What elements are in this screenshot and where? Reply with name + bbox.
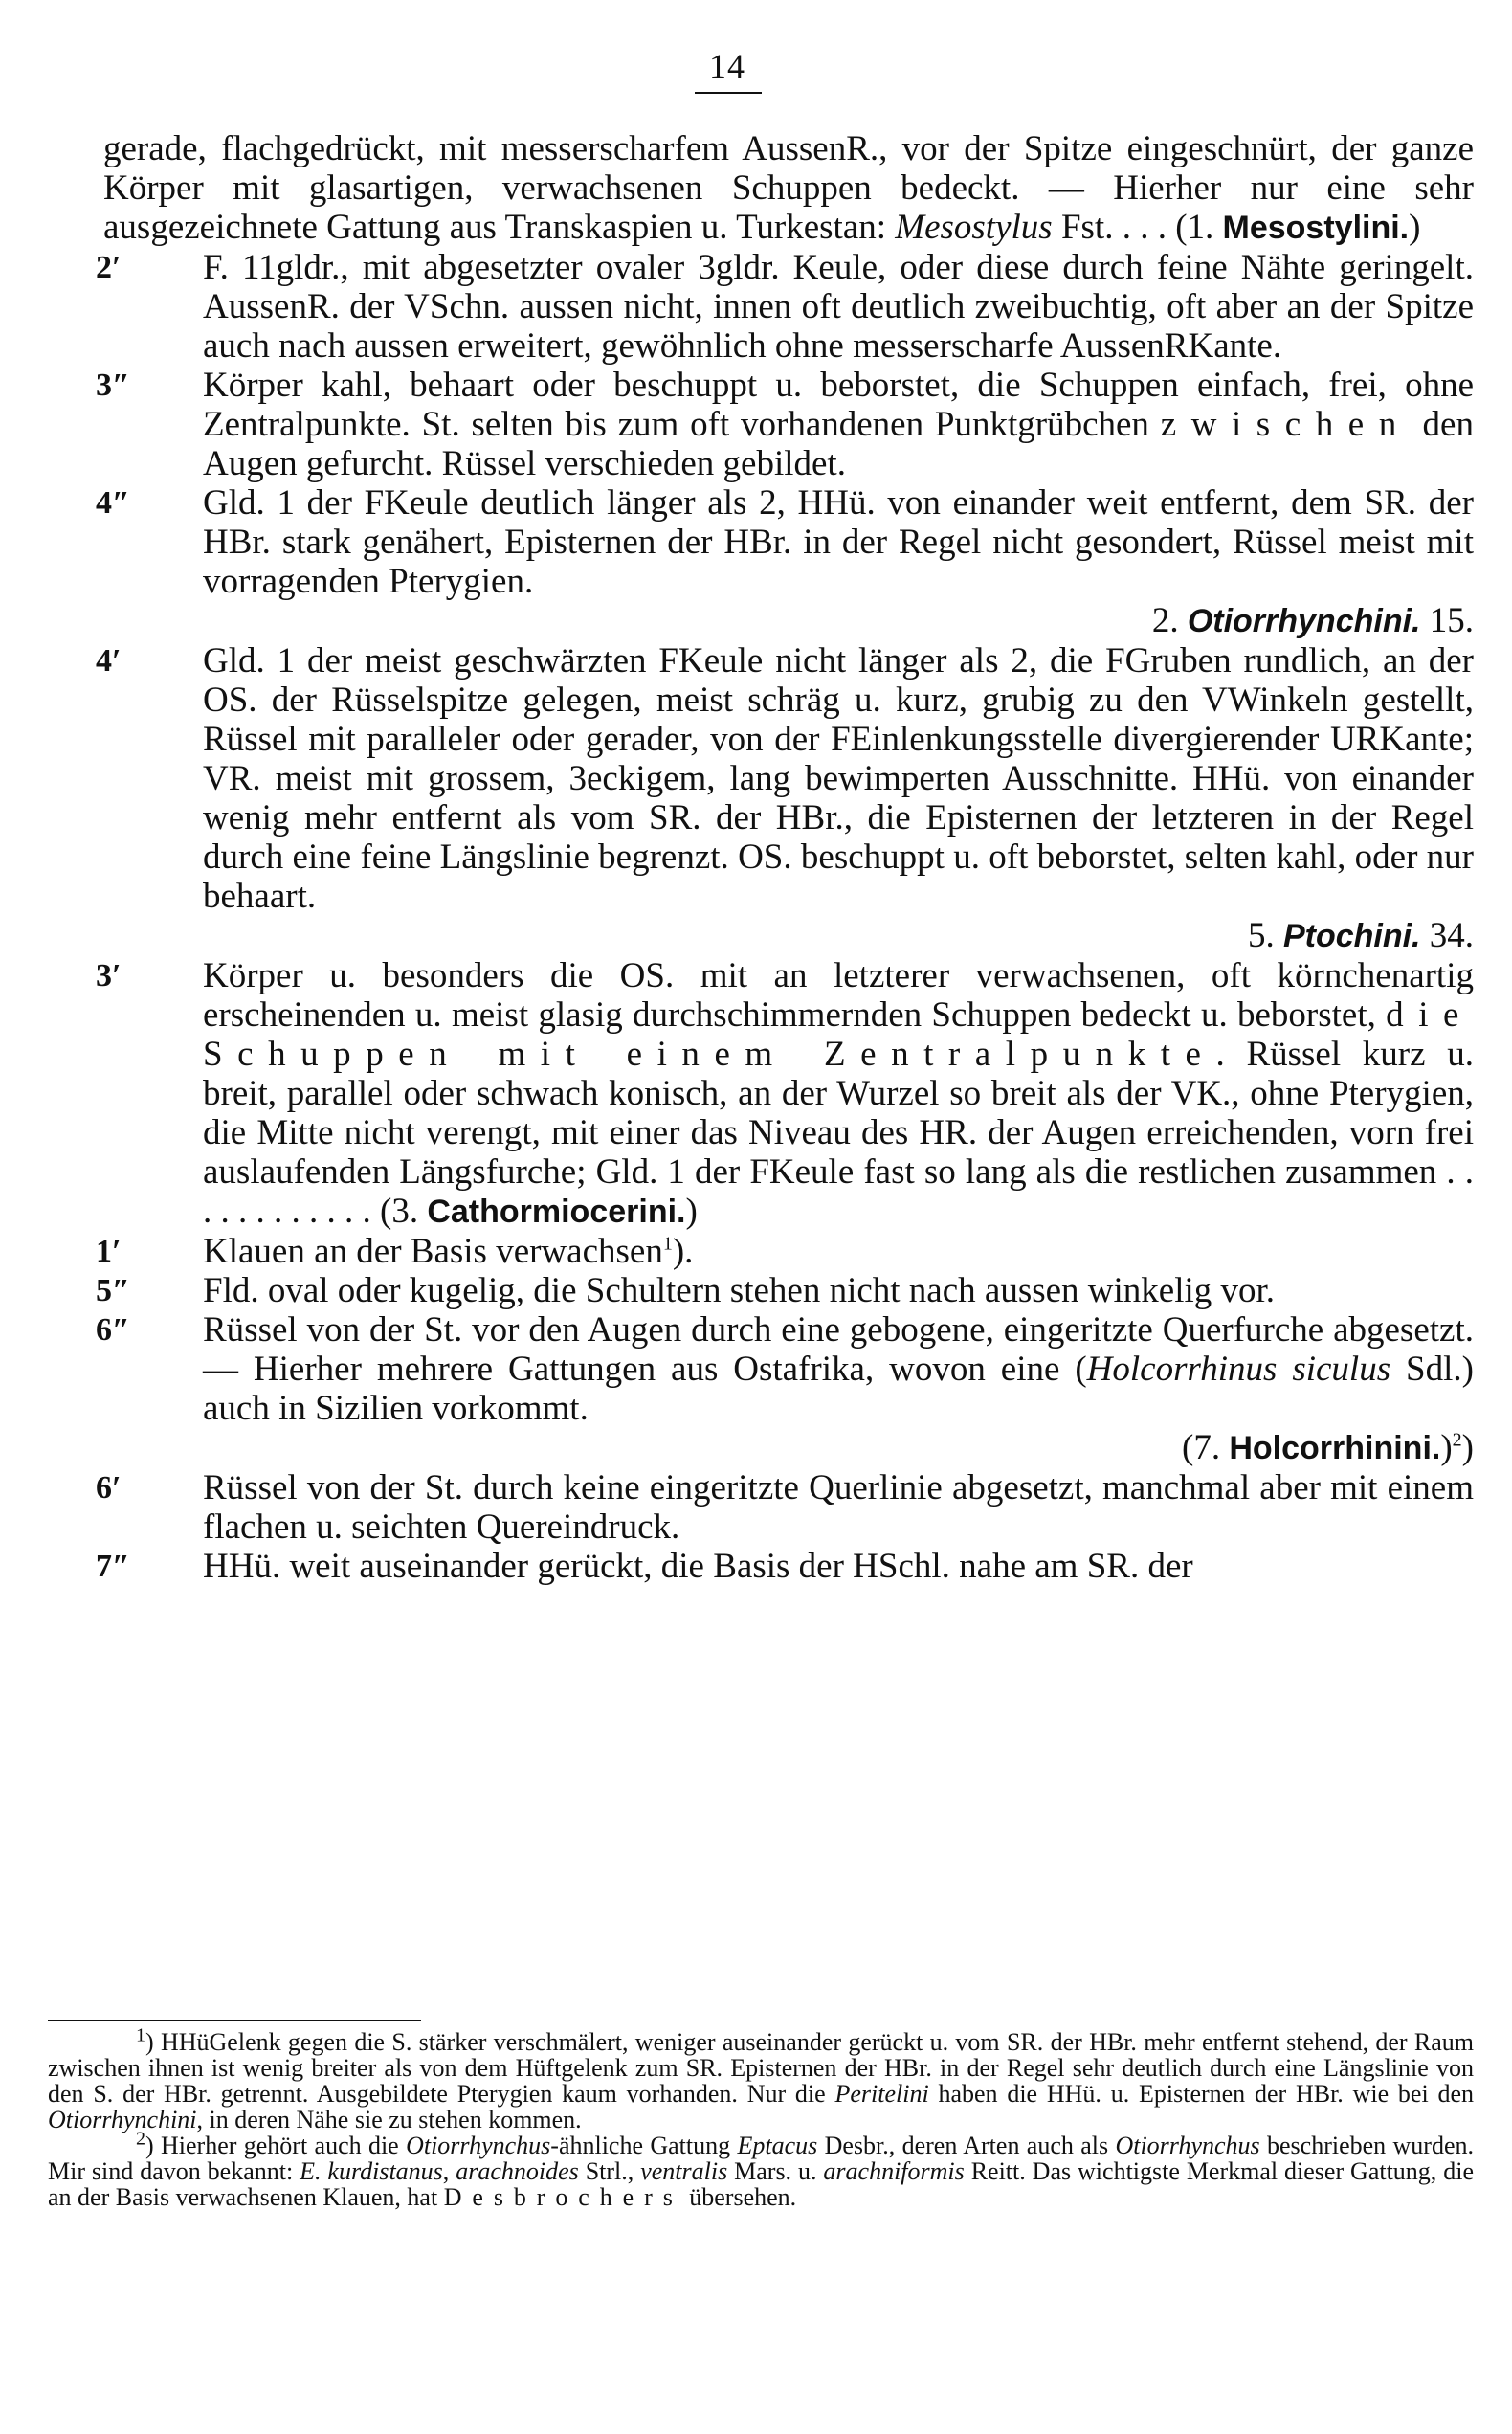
- entry-text: F. 11gldr., mit abgesetzter ovaler 3gldr. Keule, oder diese durch feine Nähte geringelt. AussenR. der VSchn. aussen nicht, innen oft deutlich zweibuchtig, oft aber an der Spitze auch nach aussen erweitert, gewöhnlich ohne messerscharfe AussenRKante.: [203, 248, 1474, 366]
- footnote-text: arachniformis: [823, 2157, 965, 2185]
- footnote-text: Desbr., deren Arten auch als: [817, 2132, 1116, 2159]
- key-entry: [96, 956, 1474, 1232]
- footnote-text: ) Hierher gehört auch die: [145, 2132, 407, 2159]
- entry-text: Fst. . . . (1.: [1052, 208, 1223, 247]
- tribe-reference-text: 5.: [1247, 916, 1283, 955]
- footnote-text: Peritelini: [834, 2080, 929, 2108]
- couplet-label: 4′: [96, 643, 122, 679]
- tribe-reference: [203, 1428, 1474, 1468]
- entry-text: Mesostylini.: [1222, 210, 1410, 246]
- entry-text: Rüssel von der St. vor den Augen durch eine gebogene, eingeritzte Querfurche abgesetzt. — Hierher mehrere Gattungen aus Ostafrika, wovon eine (: [203, 1310, 1474, 1389]
- couplet-label: 6′: [96, 1470, 122, 1506]
- key-entry: [96, 483, 1474, 641]
- footnote-rule: [48, 2020, 421, 2021]
- footnote-text: 1: [136, 2024, 145, 2046]
- entry-text: Holcorrhinus siculus: [1086, 1350, 1391, 1389]
- footnote-text: Mars. u.: [727, 2157, 824, 2185]
- footnotes: [48, 2024, 1474, 2211]
- footnote-text: -ähnliche Gattung: [550, 2132, 738, 2159]
- footnote-text: Reitt. Das wichtigste Merkmal dieser Gattung, die an der Basis verwachsenen Klauen, hat: [48, 2157, 1474, 2211]
- footnote-text: Desbrochers: [443, 2183, 683, 2211]
- entry-text: ): [1409, 208, 1421, 247]
- key-entries: [96, 129, 1474, 1586]
- entry-text: HHü. weit auseinander gerückt, die Basis der HSchl. nahe am SR. der: [203, 1547, 1193, 1586]
- tribe-reference-text: (7.: [1182, 1428, 1230, 1467]
- footnote: [48, 2128, 1474, 2211]
- footnote-text: arachnoides: [456, 2157, 579, 2185]
- tribe-reference-text: 34.: [1420, 916, 1474, 955]
- footnote-text: übersehen.: [682, 2183, 797, 2211]
- entry-text: Gld. 1 der meist geschwärzten FKeule nicht länger als 2, die FGruben rundlich, an der OS. der Rüsselspitze gelegen, meist schräg u. kurz, grubig zu den VWinkeln gestellt, Rüssel mit paralleler oder gerader, von der FEinlenkungsstelle divergierender URKante; VR. meist mit grossem, 3eckigem, lang bewimperten Ausschnitte. HHü. von einander wenig mehr entfernt als vom SR. der HBr., die Episternen der letzteren in der Regel durch eine feine Längslinie begrenzt. OS. beschuppt u. oft beborstet, selten kahl, oder nur behaart.: [203, 641, 1474, 916]
- footnote: [48, 2024, 1474, 2133]
- tribe-reference-text: 2: [1452, 1429, 1462, 1451]
- entry-text: die Schuppen mit einem Zentralpunkte: [203, 995, 1474, 1074]
- couplet-label: 5″: [96, 1273, 130, 1308]
- footnote-text: Eptacus: [737, 2132, 818, 2159]
- footnote-text: ventralis: [640, 2157, 728, 2185]
- couplet-label: 3″: [96, 368, 130, 403]
- footnote-text: Otiorrhynchini: [48, 2106, 197, 2133]
- couplet-label: 3′: [96, 958, 122, 994]
- footnote-text: , in deren Nähe sie zu stehen kommen.: [196, 2106, 582, 2133]
- footnote-text: Strl.,: [578, 2157, 641, 2185]
- footnote-text: Otiorrhynchus: [406, 2132, 551, 2159]
- key-entry: [96, 129, 1474, 248]
- footnote-text: ,: [442, 2157, 456, 2185]
- couplet-label: 7″: [96, 1549, 130, 1584]
- key-entry: [96, 366, 1474, 483]
- entry-text: Fld. oval oder kugelig, die Schultern stehen nicht nach aussen winkelig vor.: [203, 1271, 1276, 1310]
- entry-text: Mesostylus: [895, 208, 1053, 247]
- tribe-reference-text: Ptochini.: [1282, 918, 1421, 954]
- entry-text: ): [685, 1192, 698, 1231]
- tribe-reference: [203, 601, 1474, 641]
- entry-text: Cathormiocerini.: [427, 1194, 686, 1230]
- couplet-label: 4″: [96, 485, 130, 521]
- entry-text: Sdl.) auch in Sizilien vorkommt.: [203, 1350, 1474, 1428]
- page-number-rule: [695, 92, 762, 94]
- entry-text: den Augen gefurcht. Rüssel verschieden gebildet.: [203, 405, 1474, 483]
- entry-text: zwischen: [1160, 405, 1412, 444]
- entry-text: ).: [672, 1232, 694, 1271]
- footnote-text: ) HHüGelenk gegen die S. stärker verschmälert, weniger auseinander gerückt u. vom SR. der HBr. mehr entfernt stehend, der Raum zwischen ihnen ist wenig breiter als von dem Hüftgelenk zum SR. Episternen der HBr. in der Regel sehr deutlich durch eine Längslinie von den S. der HBr. getrennt. Ausgebildete Pterygien kaum vorhanden. Nur die: [48, 2028, 1474, 2108]
- tribe-reference-text: Holcorrhinini.: [1229, 1430, 1441, 1466]
- couplet-label: 2′: [96, 250, 122, 285]
- page-number: 14: [709, 47, 745, 85]
- key-entry: [96, 1310, 1474, 1468]
- footnote-text: E. kurdistanus: [300, 2157, 443, 2185]
- entry-text: Gld. 1 der FKeule deutlich länger als 2, HHü. von einander weit entfernt, dem SR. der HBr. stark genähert, Episternen der HBr. in der Regel nicht gesondert, Rüssel meist mit vorragenden Pterygien.: [203, 483, 1474, 601]
- entry-text: Körper u. besonders die OS. mit an letzterer verwachsenen, oft körnchenartig erscheinenden u. meist glasig durchschimmernden Schuppen bedeckt u. beborstet,: [203, 956, 1474, 1035]
- couplet-label: 1′: [96, 1234, 122, 1269]
- entry-text: 1: [662, 1233, 673, 1255]
- key-entry: [96, 1547, 1474, 1586]
- tribe-reference-text: Otiorrhynchini.: [1187, 603, 1421, 639]
- footnote-text: Otiorrhynchus: [1115, 2132, 1260, 2159]
- entry-text: Klauen an der Basis verwachsen: [203, 1232, 663, 1271]
- entry-text: Rüssel von der St. durch keine eingeritzte Querlinie abgesetzt, manchmal aber mit einem flachen u. seichten Quereindruck.: [203, 1468, 1474, 1547]
- key-entry: [96, 1271, 1474, 1310]
- entry-text: gerade, flachgedrückt, mit messerscharfem AussenR., vor der Spitze eingeschnürt, der ganze Körper mit glasartigen, verwachsenen Schuppen bedeckt. — Hierher nur eine sehr ausgezeichnete Gattung aus Transkaspien u. Turkestan:: [103, 129, 1474, 247]
- footnote-text: beschrieben wurden. Mir sind davon bekannt:: [48, 2132, 1474, 2185]
- tribe-reference-text: 15.: [1420, 601, 1474, 640]
- tribe-reference: [203, 916, 1474, 956]
- key-entry: [96, 1468, 1474, 1547]
- tribe-reference-text: ): [1440, 1428, 1453, 1467]
- key-entry: [96, 1232, 1474, 1271]
- tribe-reference-text: ): [1461, 1428, 1474, 1467]
- footnote-text: haben die HHü. u. Episternen der HBr. wie bei den: [928, 2080, 1474, 2108]
- key-entry: [96, 641, 1474, 956]
- entry-text: . Rüssel kurz u. breit, parallel oder schwach konisch, an der Wurzel so breit als der VK., ohne Pterygien, die Mitte nicht verengt, mit einer das Niveau des HR. der Augen erreichenden, vorn frei auslaufenden Längsfurche; Gld. 1 der FKeule fast so lang als die restlichen zusammen . . . . . . . . . . . . (3.: [203, 1035, 1474, 1231]
- key-entry: [96, 248, 1474, 366]
- tribe-reference-text: 2.: [1151, 601, 1188, 640]
- entry-text: Körper kahl, behaart oder beschuppt u. beborstet, die Schuppen einfach, frei, ohne Zentralpunkte. St. selten bis zum oft vorhandenen Punktgrübchen: [203, 366, 1474, 444]
- couplet-label: 6″: [96, 1312, 130, 1348]
- footnote-text: 2: [136, 2128, 145, 2150]
